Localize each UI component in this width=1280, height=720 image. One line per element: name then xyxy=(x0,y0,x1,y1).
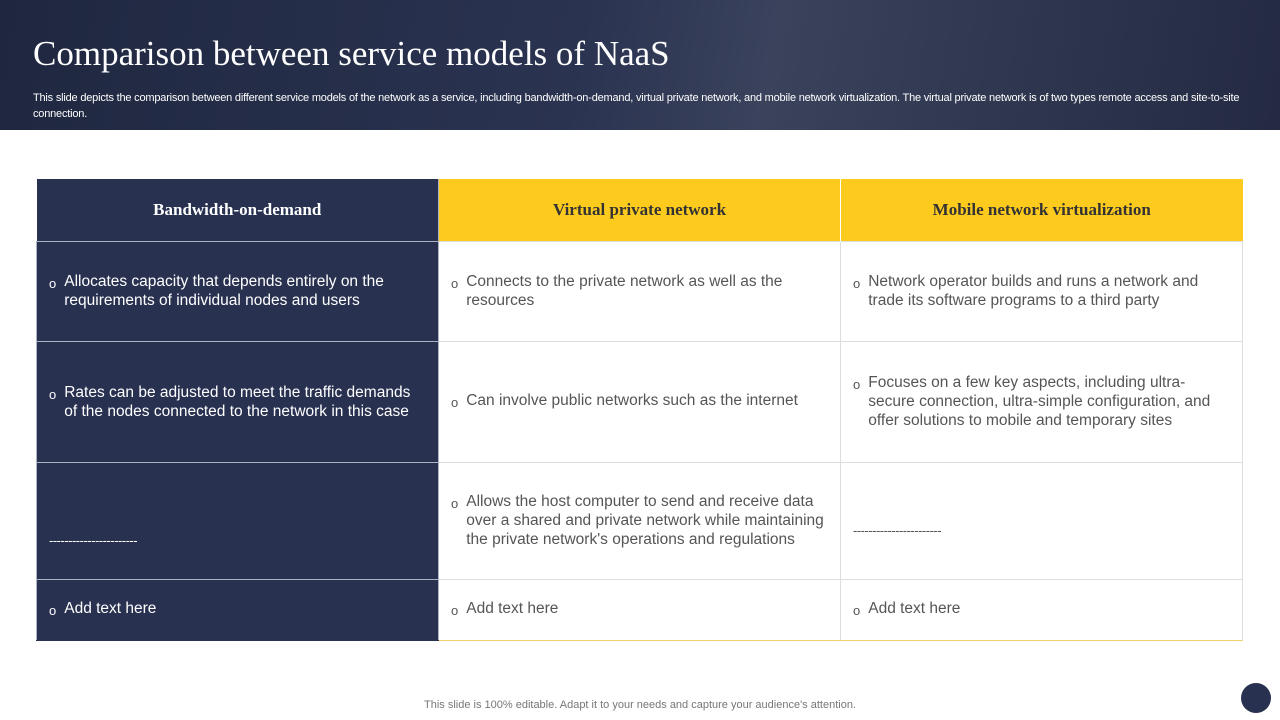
circle-decoration-icon xyxy=(1241,683,1271,713)
bullet-icon: o xyxy=(49,276,57,291)
bullet-icon: o xyxy=(451,395,459,410)
header-vpn: Virtual private network xyxy=(439,179,841,241)
cell: Allocates capacity that depends entirely on the requirements of individual nodes and users xyxy=(64,273,384,309)
bullet-icon: o xyxy=(853,276,861,291)
table-row xyxy=(37,341,1243,462)
page-title: Comparison between service models of NaaS xyxy=(33,34,670,73)
table-row xyxy=(37,579,1243,640)
cell: Rates can be adjusted to meet the traffic demands of the nodes connected to the network in this case xyxy=(64,383,411,420)
cell: Connects to the private network as well as the resources xyxy=(466,273,783,309)
cell: Add text here xyxy=(466,600,559,617)
header-mobile: Mobile network virtualization xyxy=(841,179,1243,241)
header-bandwidth: Bandwidth-on-demand xyxy=(37,179,439,241)
cell: ----------------------- xyxy=(853,523,942,538)
comparison-table xyxy=(36,179,1243,641)
cell: Focuses on a few key aspects, including ultra-secure connection, ultra-simple configuration, and offer solutions to mobile and temporary sites xyxy=(868,374,1211,429)
cell: Add text here xyxy=(64,600,157,617)
page-subtitle: This slide depicts the comparison between different service models of the network as a service, including bandwidth-on-demand, virtual private network, and mobile network virtualization. The virtual private network is of two types remote access and site-to-site connection. xyxy=(33,92,1240,120)
cell: ----------------------- xyxy=(49,533,138,548)
bullet-icon: o xyxy=(451,276,459,291)
bullet-icon: o xyxy=(49,386,57,402)
table-row xyxy=(37,241,1243,341)
cell: Allows the host computer to send and receive data over a shared and private network while maintaining the private network's operations and regulations xyxy=(466,493,824,548)
cell: Can involve public networks such as the internet xyxy=(466,392,798,409)
bullet-icon: o xyxy=(451,496,459,511)
bullet-icon: o xyxy=(853,377,861,392)
table-row xyxy=(37,462,1243,579)
bullet-icon: o xyxy=(451,603,459,618)
bullet-icon: o xyxy=(49,603,57,618)
bullet-icon: o xyxy=(853,603,861,618)
footer-note: This slide is 100% editable. Adapt it to your needs and capture your audience's attention. xyxy=(424,699,856,711)
cell: Network operator builds and runs a network and trade its software programs to a third party xyxy=(868,273,1199,309)
cell: Add text here xyxy=(868,600,961,617)
